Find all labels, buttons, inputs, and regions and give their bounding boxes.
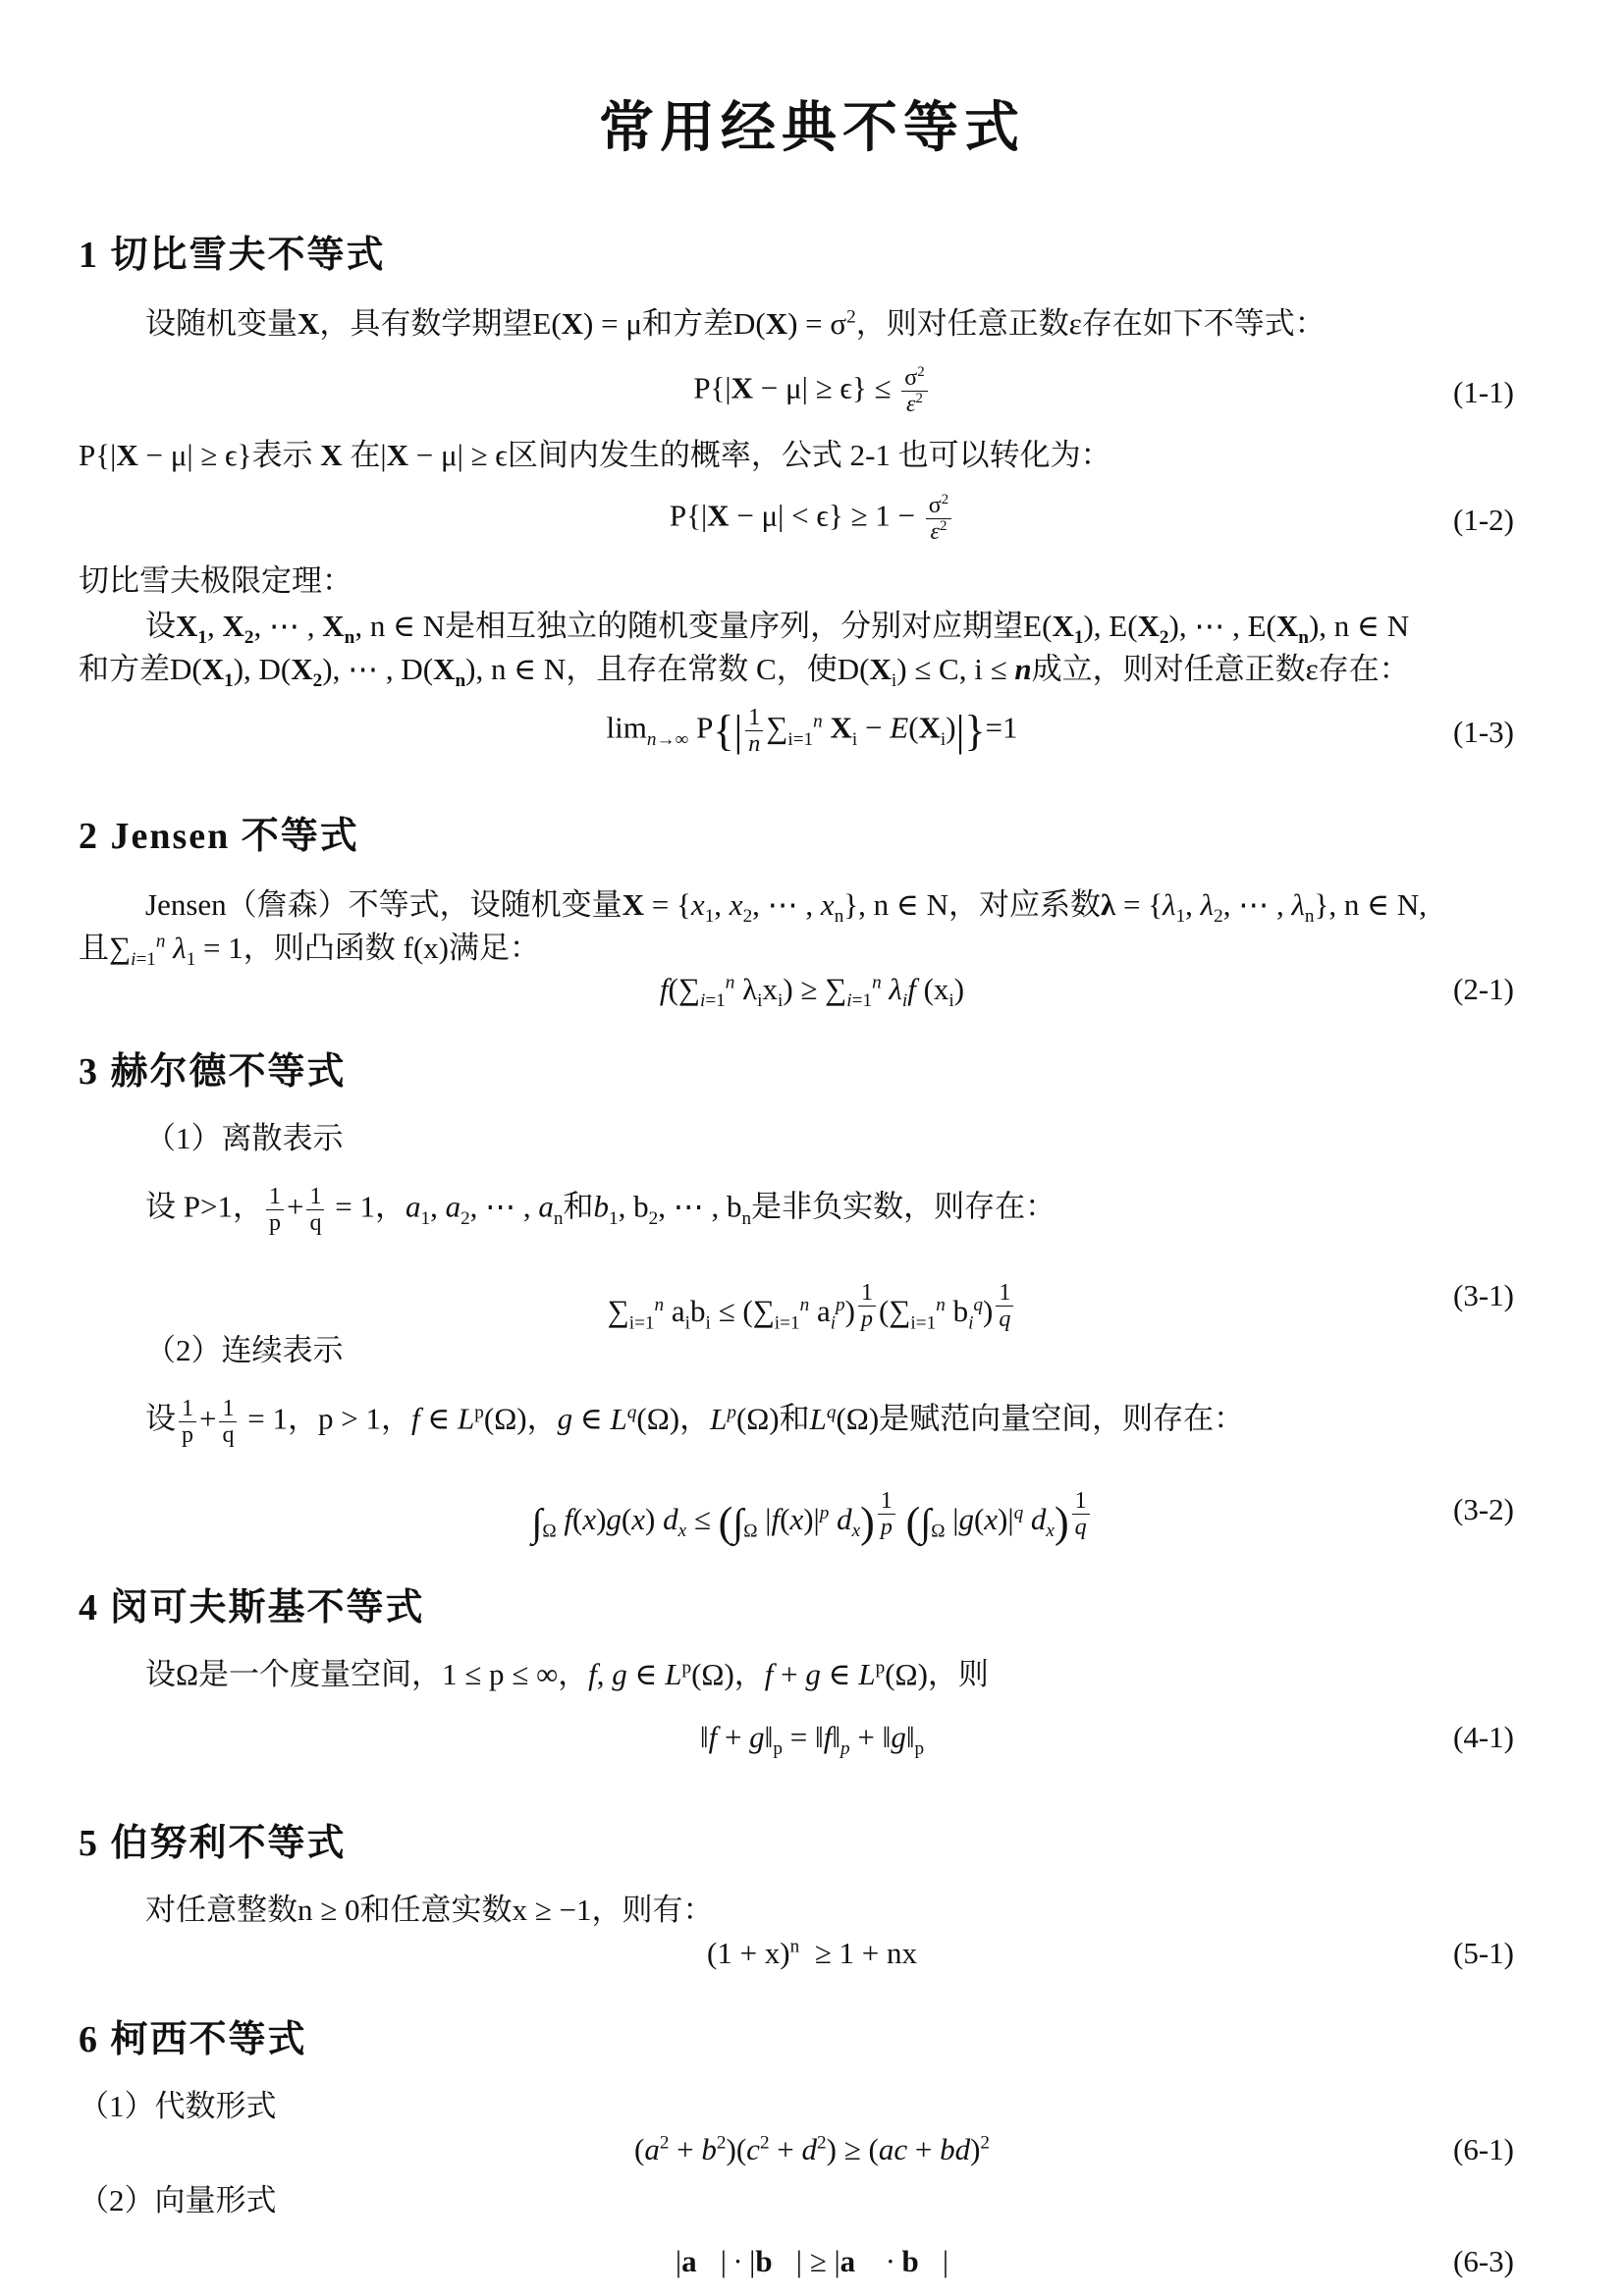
equation-tag: (4-1) [1453, 1720, 1514, 1754]
equation-1-3: $\lim_{n\to\infty} P\{|$ $\frac{1}{n}$ $\sum_{i=1}^n$ $X_i - E(X_i)|\}=1$ [606, 705, 1018, 757]
s2-intro-line1: Jensen（詹森）不等式，设随机变量$X = \{x_1$, $x_2$, ⋯ , $x_n$}, n ∈ N，对应系数$\lambda = \{\lambda_1$, $\lambda_2$, ⋯ , $\lambda_n$}, n ∈ N, [145, 887, 1427, 928]
s1-intro: 设随机变量X，具有数学期望E(X) = μ和方差$D(X) = \sigma^2$，则对任意正数ε存在如下不等式： [145, 306, 1326, 341]
s4-text: 设Ω是一个度量空间，1 ≤ p ≤ ∞，f, g ∈ $L^p(\Omega)$，f + g ∈ $L^p(\Omega)$，则 [145, 1657, 989, 1691]
equation-tag: (3-2) [1453, 1492, 1514, 1526]
equation-3-2: $\int_\Omega$ f(x)g(x) $d_x \le (\int_\Omega$ $|f(x)|^p$ $d_x$) $^{\frac{1}{p}}$ ($\int_\Omega$ $|g(x)|^q$ $d_x$) $^{\frac{1}{q}}$ [0, 1488, 1624, 1548]
s3-subheading-discrete: （1）离散表示 [145, 1121, 344, 1155]
equation-tag: (3-1) [1453, 1278, 1514, 1312]
equation-2-1: $f(\sum_{i=1}^n$ $\lambda_ix_i) \ge \sum_{i=1}^n$ $\lambda_if$ $(x_i)$ [659, 972, 965, 1012]
equation-tag: (1-1) [1453, 375, 1514, 409]
section-heading-5: 5 伯努利不等式 [79, 1823, 347, 1864]
s3-continuous-text: 设 $\frac{1}{p}$ + $\frac{1}{q}$ = 1，p > 1，f ∈ $L^p(\Omega)$，g ∈ $L^q(\Omega)$，$L^p(\Omega)$和$L^q(\Omega)$是赋范向量空间，则存在： [145, 1396, 1245, 1448]
s1-limit-line2: 和方差$D(X_1)$, $D(X_2)$, ⋯ , $D(X_n)$, n ∈ N，且存在常数 C，使$D(X_i) \le C$, i ≤ n成立，则对任意正数ε存在： [79, 652, 1410, 692]
section-heading-4: 4 闵可夫斯基不等式 [79, 1587, 425, 1629]
section-heading-3: 3 赫尔德不等式 [79, 1051, 347, 1093]
s3-subheading-continuous: （2）连续表示 [145, 1333, 344, 1367]
s6-subheading-algebraic: （1）代数形式 [79, 2089, 277, 2123]
s1-limit-line1: 设$X_1$, $X_2$, ⋯ , $X_n$, n ∈ N是相互独立的随机变量序列，分别对应期望$E(X_1)$, $E(X_2)$, ⋯ , $E(X_n)$, n ∈ N [145, 609, 1410, 649]
s1-description: P{|X − μ| ≥ ϵ}表示 X 在|X − μ| ≥ ϵ区间内发生的概率，公式 2-1 也可以转化为： [79, 438, 1111, 472]
equation-6-3: |a⃗| ∙ |b⃗| ≥ |a⃗ ∙ b⃗| [675, 2244, 949, 2278]
equation-1-2: P{|X − μ| < ϵ} ≥ 1 − $\frac{\sigma^2}{\varepsilon^2}$ [0, 493, 1624, 545]
equation-tag: (5-1) [1453, 1936, 1514, 1970]
equation-3-1: $\sum_{i=1}^n$ $a_ib_i \le (\sum_{i=1}^n$ $a_i^p$) $^{\frac{1}{p}}$ ($\sum_{i=1}^n$ $b_i^q$) $^{\frac{1}{q}}$ [0, 1280, 1624, 1332]
section-heading-6: 6 柯西不等式 [79, 2019, 307, 2060]
section-heading-1: 1 切比雪夫不等式 [79, 235, 386, 276]
equation-1-1: P{|X − μ| ≥ ϵ} ≤ $\frac{\sigma^2}{\varepsilon^2}$ [0, 365, 1624, 417]
equation-4-1: ‖f + $g‖_p$ = $‖f‖_p$ + $‖g‖_p$ [699, 1720, 925, 1760]
page-title: 常用经典不等式 [599, 98, 1025, 159]
equation-tag: (6-1) [1453, 2132, 1514, 2166]
s6-subheading-vector: （2）向量形式 [79, 2183, 277, 2217]
s2-intro-line2: 且$\sum_{i=1}^n$ $\lambda_1 = 1$，则凸函数 f(x)满足： [79, 931, 541, 971]
s1-limit-title: 切比雪夫极限定理： [79, 563, 352, 598]
s5-text: 对任意整数n ≥ 0和任意实数x ≥ −1，则有： [145, 1893, 714, 1927]
equation-tag: (2-1) [1453, 972, 1514, 1006]
equation-tag: (1-2) [1453, 503, 1514, 537]
s3-discrete-text: 设 P>1， $\frac{1}{p}$ + $\frac{1}{q}$ = 1，$a_1$, $a_2$, ⋯ , $a_n$和$b_1$, $b_2$, ⋯ , $b_n$是非负实数，则存在： [145, 1184, 1056, 1236]
equation-tag: (1-3) [1453, 715, 1514, 749]
section-heading-2: 2 Jensen 不等式 [79, 816, 359, 857]
equation-6-1: $(a^2 + b^2)(c^2 + d^2) \ge (ac + bd)^2$ [633, 2132, 990, 2166]
equation-5-1: $(1 + x)^n \ge 1$ + nx [707, 1936, 917, 1970]
equation-tag: (6-3) [1453, 2244, 1514, 2278]
